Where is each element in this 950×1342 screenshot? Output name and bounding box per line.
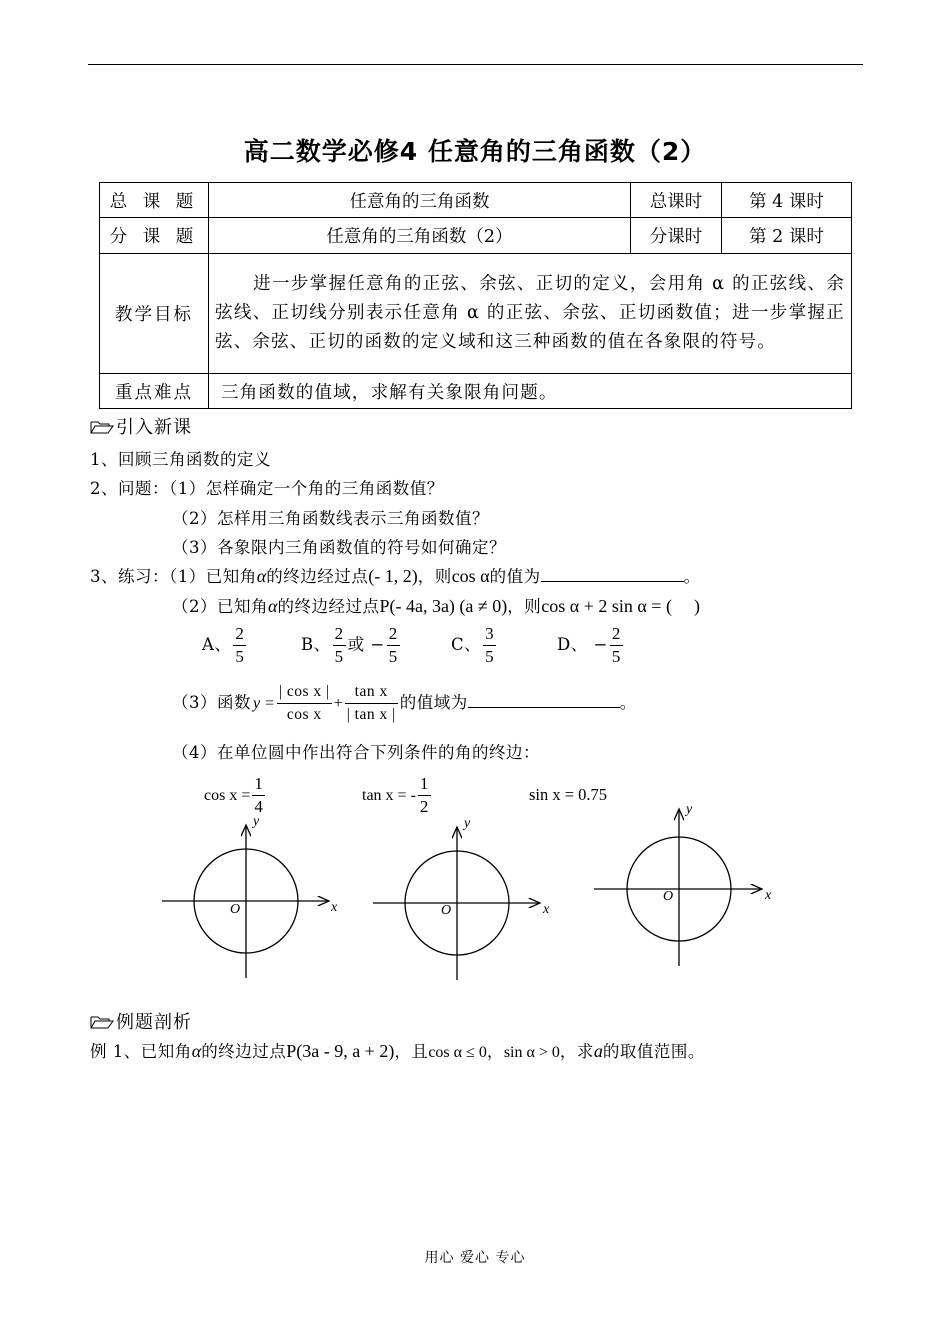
answer-blank[interactable] [468,707,620,708]
value-goals: 进一步掌握任意角的正弦、余弦、正切的定义，会用角 α 的正弦线、余弦线、正切线分别表示任意角 α 的正弦、余弦、正切函数值；进一步掌握正弦、余弦、正切的函数的定义域和这三种函数的值在各象限的符号。 [209,254,852,374]
folder-icon [90,420,114,434]
circle [627,837,731,941]
circle [405,851,509,955]
label-total-topic: 总 课 题 [100,183,209,218]
question-2: （2）怎样用三角函数线表示三角函数值？ [172,509,489,528]
x-label: x [765,888,772,903]
unit-circle-3 [594,802,772,966]
y-label: y [464,816,471,831]
exercise-3: （3）函数 y = $\frac{\text{| cos x |}}{\text{cos x}}$ + $\frac{\text{tan x}}{\text{| tan x |}}$ 的值域为 。 [172,683,637,723]
header-rule [88,64,863,65]
choice-a: A、 $\frac{2}{5}$ [202,624,245,666]
value-total-hours: 第 4 课时 [722,183,852,218]
table-row [100,183,852,218]
item-questions: 2、问题：（1）怎样确定一个角的三角函数值？ [90,479,444,498]
choice-d: D、 − $\frac{2}{5}$ [557,624,621,666]
item-review: 1、回顾三角函数的定义 [90,450,271,469]
circle [194,849,298,953]
label-sub-hours: 分课时 [631,218,722,254]
example-1: 例 1、已知角α的终边过点P(3a - 9, a + 2)，且cos α ≤ 0，sin α > 0，求a的取值范围。 [90,1041,705,1061]
value-sub-hours: 第 2 课时 [722,218,852,254]
table-row [100,374,852,409]
question-3: （3）各象限内三角函数值的符号如何确定？ [172,538,506,557]
condition-cos: cos x = $\frac{1}{4}$ [204,774,264,816]
label-goals: 教学目标 [100,254,209,374]
exercise-4: （4）在单位圆中作出符合下列条件的角的终边： [172,743,540,762]
condition-sin: sin x = 0.75 [529,785,608,804]
label-key-points: 重点难点 [100,374,209,409]
value-key-points: 三角函数的值域，求解有关象限角问题。 [209,374,852,409]
page-footer: 用心 爱心 专心 [424,1250,526,1266]
origin-label: O [441,903,452,918]
unit-circle-1 [162,814,338,978]
page-title: 高二数学必修4 任意角的三角函数（2） [243,137,707,166]
origin-label: O [663,889,674,904]
y-label: y [253,814,260,829]
exercise-1: 3、练习：（1）已知角α的终边经过点(- 1, 2)，则cos α的值为 。 [90,566,701,586]
section-examples-heading: 例题剖析 [90,1008,192,1034]
table-row [100,254,852,374]
answer-blank[interactable] [541,581,684,582]
choice-b: B、 $\frac{2}{5}$ 或 − $\frac{2}{5}$ [301,624,398,666]
table-row [100,218,852,254]
x-label: x [543,902,550,917]
unit-circle-2 [373,816,550,980]
section-intro-heading: 引入新课 [90,413,192,439]
origin-label: O [230,902,241,917]
label-total-hours: 总课时 [631,183,722,218]
label-sub-topic: 分 课 题 [100,218,209,254]
value-total-topic: 任意角的三角函数 [209,183,631,218]
condition-tan: tan x = - $\frac{1}{2}$ [362,774,429,816]
choice-c: C、 $\frac{3}{5}$ [451,624,495,666]
question-1: （1）怎样确定一个角的三角函数值？ [169,479,444,498]
y-label: y [686,802,693,817]
exercise-2: （2）已知角α的终边经过点P(- 4a, 3a) (a ≠ 0)，则cos α + 2 sin α = ( ) [172,596,700,616]
x-label: x [331,900,338,915]
folder-icon [90,1015,114,1029]
value-sub-topic: 任意角的三角函数（2） [209,218,631,254]
course-info-table [99,182,852,409]
